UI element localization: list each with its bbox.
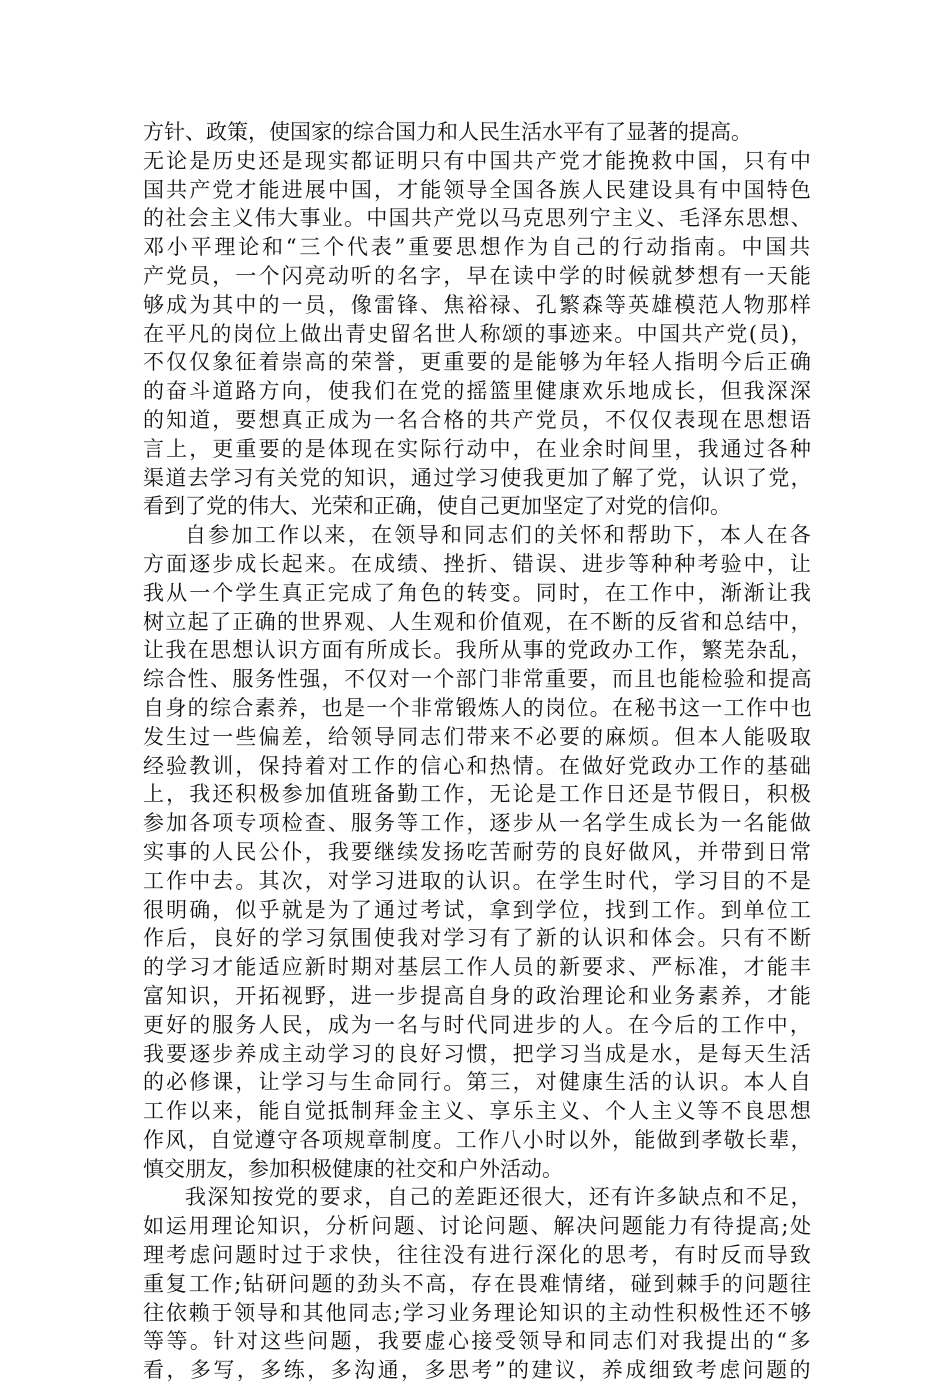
text-line: 产党员，一个闪亮动听的名字，早在读中学的时候就梦想有一天能 (143, 263, 813, 288)
text-line: 够成为其中的一员，像雷锋、焦裕禄、孔繁森等英雄模范人物那样 (143, 292, 813, 317)
document-body-text (143, 118, 813, 1385)
text-line: 在平凡的岗位上做出青史留名世人称颂的事迹来。中国共产党(员)， (143, 321, 813, 346)
text-line: 邓小平理论和“三个代表”重要思想作为自己的行动指南。中国共 (143, 235, 813, 260)
text-line: 的社会主义伟大事业。中国共产党以马克思列宁主义、毛泽东思想、 (143, 206, 813, 231)
text-line: 渠道去学习有关党的知识，通过学习使我更加了解了党，认识了党， (143, 465, 813, 490)
text-line: 的奋斗道路方向，使我们在党的摇篮里健康欢乐地成长，但我深深 (143, 379, 813, 404)
text-line: 我从一个学生真正完成了角色的转变。同时，在工作中，渐渐让我 (143, 580, 813, 605)
text-line: 让我在思想认识方面有所成长。我所从事的党政办工作，繁芜杂乱， (143, 638, 813, 663)
text-line: 自身的综合素养，也是一个非常锻炼人的岗位。在秘书这一工作中也 (143, 695, 813, 720)
text-line: 我要逐步养成主动学习的良好习惯，把学习当成是水，是每天生活 (143, 1041, 813, 1066)
text-line: 的学习才能适应新时期对基层工作人员的新要求、严标准，才能丰 (143, 955, 813, 980)
text-line: 工作中去。其次，对学习进取的认识。在学生时代，学习目的不是 (143, 868, 813, 893)
text-line: 参加各项专项检查、服务等工作，逐步从一名学生成长为一名能做 (143, 811, 813, 836)
text-line: 自参加工作以来，在领导和同志们的关怀和帮助下，本人在各 (185, 523, 813, 548)
text-line: 言上，更重要的是体现在实际行动中，在业余时间里，我通过各种 (143, 436, 813, 461)
text-line: 理考虑问题时过于求快，往往没有进行深化的思考，有时反而导致 (143, 1243, 813, 1268)
text-line: 富知识，开拓视野，进一步提高自身的政治理论和业务素养，才能 (143, 983, 813, 1008)
text-line: 很明确，似乎就是为了通过考试，拿到学位，找到工作。到单位工 (143, 897, 813, 922)
text-line: 方针、政策，使国家的综合国力和人民生活水平有了显著的提高。 (143, 120, 752, 144)
text-line: 我深知按党的要求，自己的差距还很大，还有许多缺点和不足， (185, 1185, 814, 1210)
text-line: 的必修课，让学习与生命同行。第三，对健康生活的认识。本人自 (143, 1070, 813, 1095)
text-line: 实事的人民公仆，我要继续发扬吃苦耐劳的良好做风，并带到日常 (143, 839, 813, 864)
text-line: 慎交朋友，参加积极健康的社交和户外活动。 (143, 1156, 563, 1181)
text-line: 上，我还积极参加值班备勤工作，无论是工作日还是节假日，积极 (143, 782, 813, 807)
text-line: 不仅仅象征着崇高的荣誉，更重要的是能够为年轻人指明今后正确 (143, 350, 813, 375)
text-line: 更好的服务人民，成为一名与时代同进步的人。在今后的工作中， (143, 1012, 813, 1037)
text-line: 作风，自觉遵守各项规章制度。工作八小时以外，能做到孝敬长辈， (143, 1127, 813, 1152)
text-line: 发生过一些偏差，给领导同志们带来不必要的麻烦。但本人能吸取 (143, 724, 813, 749)
text-line: 作后，良好的学习氛围使我对学习有了新的认识和体会。只有不断 (143, 926, 813, 951)
text-line: 看到了党的伟大、光荣和正确，使自己更加坚定了对党的信仰。 (143, 494, 731, 519)
text-line: 往依赖于领导和其他同志;学习业务理论知识的主动性积极性还不够 (143, 1300, 813, 1325)
text-line: 经验教训，保持着对工作的信心和热情。在做好党政办工作的基础 (143, 753, 813, 778)
text-line: 方面逐步成长起来。在成绩、挫折、错误、进步等种种考验中，让 (143, 551, 813, 576)
text-line: 无论是历史还是现实都证明只有中国共产党才能挽救中国，只有中 (143, 148, 813, 173)
text-line: 重复工作;钻研问题的劲头不高，存在畏难情绪，碰到棘手的问题往 (143, 1271, 813, 1296)
text-line: 工作以来，能自觉抵制拜金主义、享乐主义、个人主义等不良思想 (143, 1099, 813, 1124)
text-line: 的知道，要想真正成为一名合格的共产党员，不仅仅表现在思想语 (143, 407, 813, 432)
text-line: 综合性、服务性强，不仅对一个部门非常重要，而且也能检验和提高 (143, 667, 813, 692)
text-line: 国共产党才能进展中国，才能领导全国各族人民建设具有中国特色 (143, 177, 813, 202)
text-line: 如运用理论知识，分析问题、讨论问题、解决问题能力有待提高;处 (143, 1214, 813, 1239)
text-line: 树立起了正确的世界观、人生观和价值观，在不断的反省和总结中， (143, 609, 813, 634)
text-line: 看，多写，多练，多沟通，多思考”的建议，养成细致考虑问题的 (143, 1358, 813, 1383)
text-line: 等等。针对这些问题，我要虚心接受领导和同志们对我提出的“多 (143, 1329, 813, 1354)
